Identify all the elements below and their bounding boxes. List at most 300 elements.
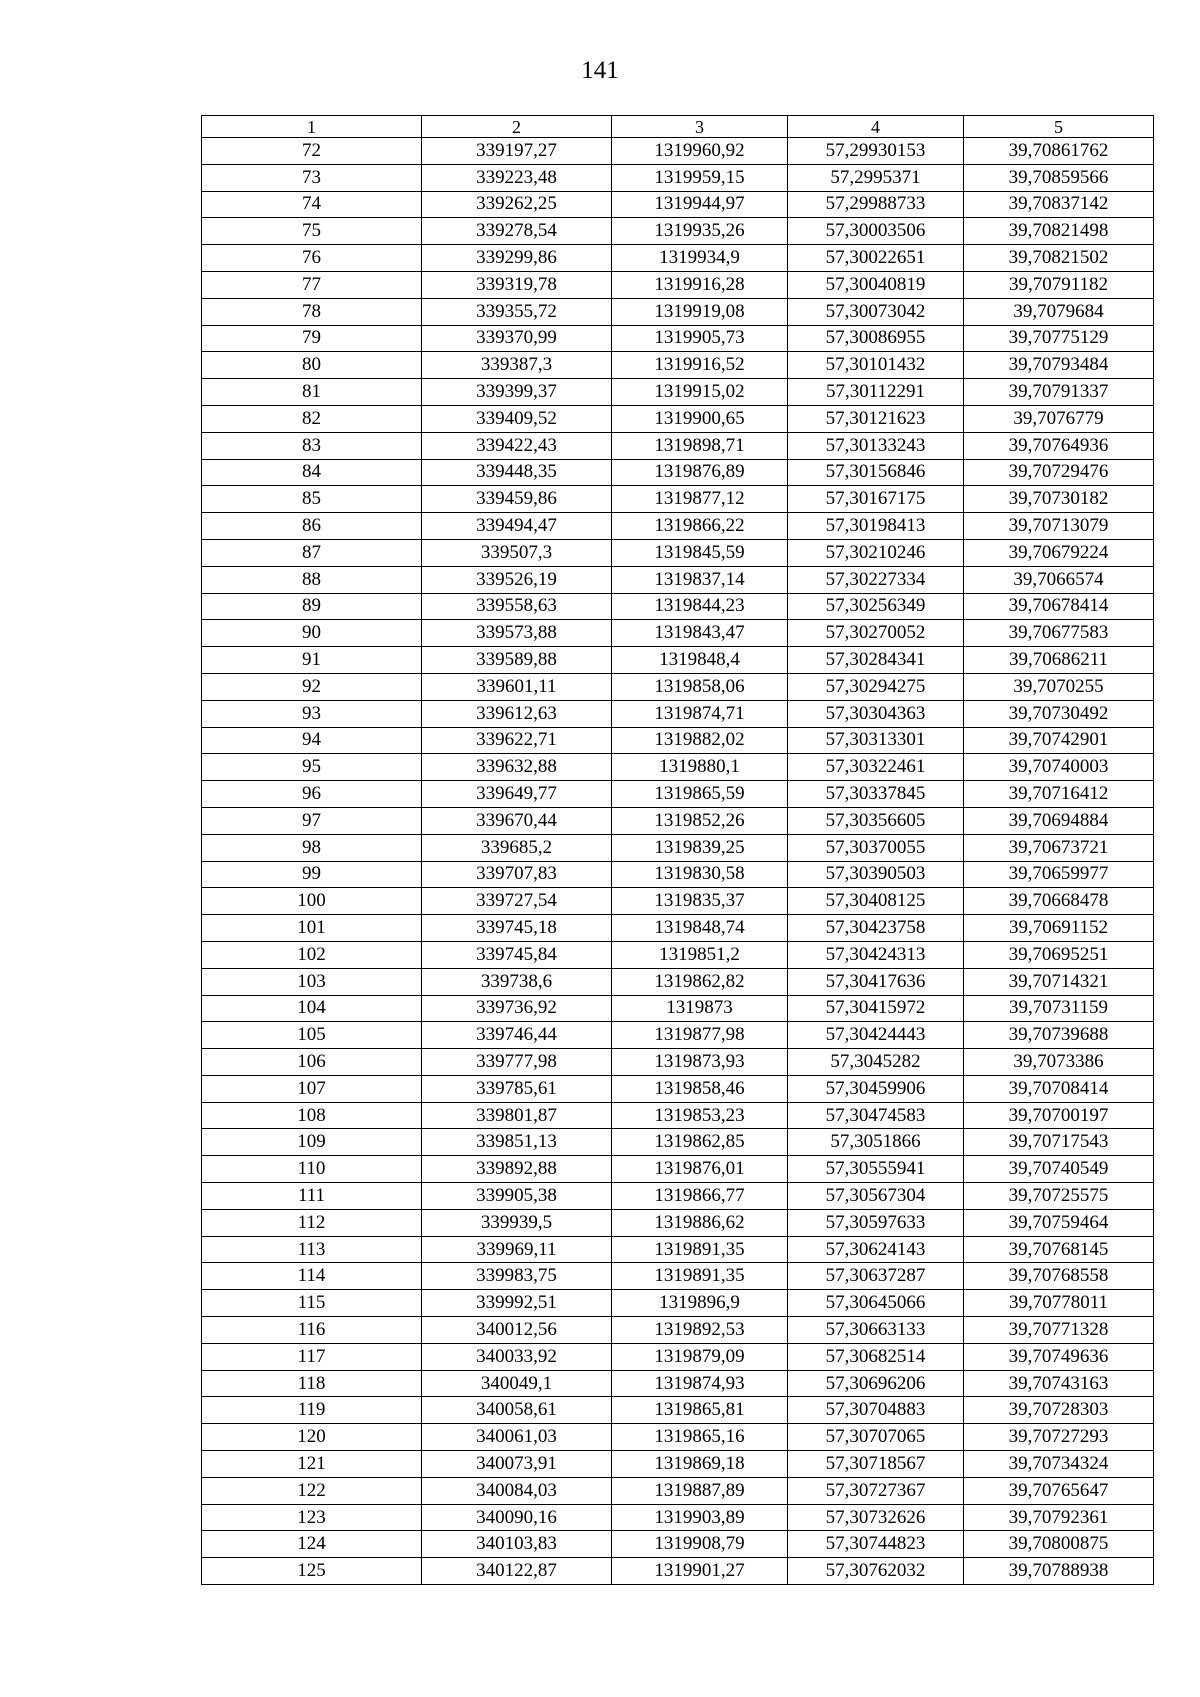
table-cell-col-2: 339983,75	[422, 1263, 612, 1290]
table-cell-col-2: 339939,5	[422, 1209, 612, 1236]
table-cell-col-5: 39,70771328	[964, 1317, 1154, 1344]
table-cell-col-1: 125	[202, 1558, 422, 1585]
table-cell-col-5: 39,70743163	[964, 1370, 1154, 1397]
table-cell-col-2: 339601,11	[422, 673, 612, 700]
table-cell-col-1: 111	[202, 1183, 422, 1210]
table-cell-col-1: 96	[202, 781, 422, 808]
table-row	[202, 566, 1154, 593]
table-cell-col-3: 1319876,01	[612, 1156, 788, 1183]
table-cell-col-3: 1319851,2	[612, 941, 788, 968]
table-cell-col-5: 39,70679224	[964, 539, 1154, 566]
table-cell-col-1: 124	[202, 1531, 422, 1558]
table-cell-col-3: 1319869,18	[612, 1451, 788, 1478]
table-cell-col-5: 39,70717543	[964, 1129, 1154, 1156]
table-cell-col-4: 57,30423758	[788, 915, 964, 942]
table-cell-col-4: 57,30567304	[788, 1183, 964, 1210]
table-cell-col-3: 1319944,97	[612, 191, 788, 218]
table-cell-col-4: 57,30040819	[788, 271, 964, 298]
table-cell-col-3: 1319886,62	[612, 1209, 788, 1236]
table-cell-col-2: 339612,63	[422, 700, 612, 727]
table-cell-col-4: 57,29988733	[788, 191, 964, 218]
table-cell-col-2: 339526,19	[422, 566, 612, 593]
table-cell-col-2: 339892,88	[422, 1156, 612, 1183]
table-cell-col-2: 339801,87	[422, 1102, 612, 1129]
table-row	[202, 1343, 1154, 1370]
table-cell-col-2: 340090,16	[422, 1504, 612, 1531]
table-row	[202, 1558, 1154, 1585]
table-cell-col-5: 39,70686211	[964, 647, 1154, 674]
table-cell-col-1: 123	[202, 1504, 422, 1531]
table-cell-col-3: 1319908,79	[612, 1531, 788, 1558]
table-row	[202, 191, 1154, 218]
table-cell-col-4: 57,30313301	[788, 727, 964, 754]
table-row	[202, 754, 1154, 781]
table-cell-col-2: 339589,88	[422, 647, 612, 674]
table-cell-col-3: 1319866,22	[612, 513, 788, 540]
table-cell-col-5: 39,70700197	[964, 1102, 1154, 1129]
table-cell-col-1: 95	[202, 754, 422, 781]
table-cell-col-3: 1319934,9	[612, 245, 788, 272]
table-cell-col-2: 339851,13	[422, 1129, 612, 1156]
table-cell-col-5: 39,70708414	[964, 1075, 1154, 1102]
table-cell-col-1: 107	[202, 1075, 422, 1102]
table-cell-col-5: 39,70691152	[964, 915, 1154, 942]
table-cell-col-4: 57,29930153	[788, 138, 964, 165]
table-cell-col-2: 340103,83	[422, 1531, 612, 1558]
table-row	[202, 325, 1154, 352]
table-row	[202, 995, 1154, 1022]
table-cell-col-4: 57,30424313	[788, 941, 964, 968]
table-cell-col-4: 57,30762032	[788, 1558, 964, 1585]
table-cell-col-3: 1319903,89	[612, 1504, 788, 1531]
table-cell-col-4: 57,30417636	[788, 968, 964, 995]
table-cell-col-3: 1319853,23	[612, 1102, 788, 1129]
table-row	[202, 1424, 1154, 1451]
table-cell-col-5: 39,70792361	[964, 1504, 1154, 1531]
table-row	[202, 1397, 1154, 1424]
table-cell-col-2: 339727,54	[422, 888, 612, 915]
table-cell-col-5: 39,70793484	[964, 352, 1154, 379]
table-cell-col-2: 339558,63	[422, 593, 612, 620]
table-cell-col-5: 39,70734324	[964, 1451, 1154, 1478]
table-row	[202, 1263, 1154, 1290]
table-row	[202, 620, 1154, 647]
table-cell-col-3: 1319882,02	[612, 727, 788, 754]
table-cell-col-1: 87	[202, 539, 422, 566]
table-cell-col-4: 57,30637287	[788, 1263, 964, 1290]
table-cell-col-1: 121	[202, 1451, 422, 1478]
table-cell-col-4: 57,30696206	[788, 1370, 964, 1397]
table-cell-col-2: 339992,51	[422, 1290, 612, 1317]
table-cell-col-2: 339387,3	[422, 352, 612, 379]
table-cell-col-3: 1319935,26	[612, 218, 788, 245]
table-cell-col-5: 39,70768145	[964, 1236, 1154, 1263]
table-cell-col-4: 57,30424443	[788, 1022, 964, 1049]
table-cell-col-2: 340012,56	[422, 1317, 612, 1344]
table-row	[202, 727, 1154, 754]
table-cell-col-4: 57,30210246	[788, 539, 964, 566]
table-cell-col-5: 39,70764936	[964, 432, 1154, 459]
table-cell-col-4: 57,30370055	[788, 834, 964, 861]
table-row	[202, 164, 1154, 191]
table-cell-col-3: 1319845,59	[612, 539, 788, 566]
table-row	[202, 405, 1154, 432]
table-row	[202, 1504, 1154, 1531]
table-cell-col-1: 120	[202, 1424, 422, 1451]
table-cell-col-3: 1319844,23	[612, 593, 788, 620]
table-cell-col-4: 57,30112291	[788, 379, 964, 406]
table-row	[202, 700, 1154, 727]
table-cell-col-4: 57,30727367	[788, 1477, 964, 1504]
table-cell-col-4: 57,30645066	[788, 1290, 964, 1317]
table-row	[202, 459, 1154, 486]
table-cell-col-5: 39,70713079	[964, 513, 1154, 540]
table-cell-col-1: 85	[202, 486, 422, 513]
table-cell-col-1: 93	[202, 700, 422, 727]
table-cell-col-3: 1319898,71	[612, 432, 788, 459]
table-cell-col-4: 57,30356605	[788, 807, 964, 834]
table-row	[202, 1183, 1154, 1210]
column-header-5: 5	[964, 116, 1154, 138]
table-cell-col-5: 39,70725575	[964, 1183, 1154, 1210]
table-cell-col-1: 76	[202, 245, 422, 272]
table-cell-col-5: 39,70775129	[964, 325, 1154, 352]
table-cell-col-2: 339777,98	[422, 1049, 612, 1076]
table-row	[202, 1022, 1154, 1049]
table-cell-col-1: 98	[202, 834, 422, 861]
table-cell-col-1: 79	[202, 325, 422, 352]
table-cell-col-3: 1319858,06	[612, 673, 788, 700]
table-row	[202, 432, 1154, 459]
column-header-4: 4	[788, 116, 964, 138]
table-cell-col-4: 57,30156846	[788, 459, 964, 486]
table-cell-col-2: 340058,61	[422, 1397, 612, 1424]
table-row	[202, 352, 1154, 379]
table-cell-col-2: 339670,44	[422, 807, 612, 834]
table-cell-col-4: 57,30322461	[788, 754, 964, 781]
table-cell-col-1: 108	[202, 1102, 422, 1129]
table-row	[202, 941, 1154, 968]
table-cell-col-4: 57,30073042	[788, 298, 964, 325]
table-cell-col-1: 97	[202, 807, 422, 834]
table-cell-col-3: 1319848,4	[612, 647, 788, 674]
table-row	[202, 593, 1154, 620]
table-cell-col-5: 39,70729476	[964, 459, 1154, 486]
table-cell-col-3: 1319865,59	[612, 781, 788, 808]
table-cell-col-4: 57,30198413	[788, 513, 964, 540]
table-cell-col-5: 39,70791182	[964, 271, 1154, 298]
table-cell-col-5: 39,70742901	[964, 727, 1154, 754]
table-cell-col-4: 57,3045282	[788, 1049, 964, 1076]
table-row	[202, 781, 1154, 808]
table-row	[202, 1451, 1154, 1478]
table-cell-col-5: 39,70740549	[964, 1156, 1154, 1183]
table-cell-col-2: 340084,03	[422, 1477, 612, 1504]
table-cell-col-2: 339573,88	[422, 620, 612, 647]
table-cell-col-3: 1319919,08	[612, 298, 788, 325]
table-cell-col-3: 1319830,58	[612, 861, 788, 888]
table-cell-col-4: 57,30133243	[788, 432, 964, 459]
table-cell-col-5: 39,70739688	[964, 1022, 1154, 1049]
table-row	[202, 968, 1154, 995]
table-cell-col-3: 1319874,71	[612, 700, 788, 727]
table-cell-col-5: 39,70837142	[964, 191, 1154, 218]
table-cell-col-2: 339745,18	[422, 915, 612, 942]
table-cell-col-2: 339223,48	[422, 164, 612, 191]
table-cell-col-4: 57,30415972	[788, 995, 964, 1022]
table-cell-col-4: 57,30707065	[788, 1424, 964, 1451]
header-row	[202, 116, 1154, 138]
table-cell-col-1: 122	[202, 1477, 422, 1504]
table-cell-col-2: 339262,25	[422, 191, 612, 218]
table-cell-col-1: 74	[202, 191, 422, 218]
table-cell-col-4: 57,3051866	[788, 1129, 964, 1156]
table-cell-col-2: 339685,2	[422, 834, 612, 861]
table-row	[202, 1209, 1154, 1236]
column-header-2: 2	[422, 116, 612, 138]
table-cell-col-1: 88	[202, 566, 422, 593]
table-body	[202, 138, 1154, 1585]
table-cell-col-4: 57,30732626	[788, 1504, 964, 1531]
table-row	[202, 486, 1154, 513]
table-cell-col-1: 114	[202, 1263, 422, 1290]
table-cell-col-3: 1319865,81	[612, 1397, 788, 1424]
table-cell-col-1: 77	[202, 271, 422, 298]
table-cell-col-2: 339736,92	[422, 995, 612, 1022]
table-cell-col-5: 39,70694884	[964, 807, 1154, 834]
table-cell-col-3: 1319916,28	[612, 271, 788, 298]
table-cell-col-3: 1319905,73	[612, 325, 788, 352]
table-cell-col-4: 57,30597633	[788, 1209, 964, 1236]
table-row	[202, 647, 1154, 674]
table-cell-col-5: 39,70677583	[964, 620, 1154, 647]
coordinates-table	[201, 115, 1154, 1585]
table-cell-col-3: 1319865,16	[612, 1424, 788, 1451]
table-cell-col-2: 339422,43	[422, 432, 612, 459]
table-row	[202, 673, 1154, 700]
table-cell-col-5: 39,70791337	[964, 379, 1154, 406]
table-cell-col-1: 92	[202, 673, 422, 700]
table-cell-col-5: 39,70668478	[964, 888, 1154, 915]
table-row	[202, 245, 1154, 272]
table-cell-col-4: 57,30408125	[788, 888, 964, 915]
column-header-3: 3	[612, 116, 788, 138]
table-cell-col-2: 339299,86	[422, 245, 612, 272]
table-row	[202, 1317, 1154, 1344]
table-cell-col-3: 1319901,27	[612, 1558, 788, 1585]
table-cell-col-5: 39,70728303	[964, 1397, 1154, 1424]
table-cell-col-2: 339622,71	[422, 727, 612, 754]
table-cell-col-1: 90	[202, 620, 422, 647]
table-cell-col-3: 1319835,37	[612, 888, 788, 915]
table-cell-col-4: 57,30101432	[788, 352, 964, 379]
table-cell-col-1: 115	[202, 1290, 422, 1317]
table-cell-col-5: 39,7073386	[964, 1049, 1154, 1076]
table-cell-col-4: 57,30167175	[788, 486, 964, 513]
table-cell-col-1: 105	[202, 1022, 422, 1049]
table-cell-col-4: 57,30086955	[788, 325, 964, 352]
table-cell-col-3: 1319862,85	[612, 1129, 788, 1156]
table-row	[202, 1156, 1154, 1183]
table-cell-col-4: 57,30022651	[788, 245, 964, 272]
table-row	[202, 271, 1154, 298]
table-cell-col-2: 339355,72	[422, 298, 612, 325]
table-cell-col-5: 39,70821498	[964, 218, 1154, 245]
table-row	[202, 379, 1154, 406]
table-cell-col-1: 94	[202, 727, 422, 754]
table-cell-col-1: 82	[202, 405, 422, 432]
table-row	[202, 1236, 1154, 1263]
table-cell-col-5: 39,70821502	[964, 245, 1154, 272]
table-cell-col-3: 1319892,53	[612, 1317, 788, 1344]
table-cell-col-1: 101	[202, 915, 422, 942]
table-cell-col-5: 39,70765647	[964, 1477, 1154, 1504]
table-cell-col-3: 1319877,98	[612, 1022, 788, 1049]
table-row	[202, 1129, 1154, 1156]
table-cell-col-4: 57,30663133	[788, 1317, 964, 1344]
table-cell-col-3: 1319874,93	[612, 1370, 788, 1397]
table-cell-col-4: 57,30459906	[788, 1075, 964, 1102]
table-cell-col-4: 57,2995371	[788, 164, 964, 191]
table-cell-col-1: 102	[202, 941, 422, 968]
table-cell-col-5: 39,70659977	[964, 861, 1154, 888]
table-cell-col-2: 339738,6	[422, 968, 612, 995]
table-cell-col-1: 113	[202, 1236, 422, 1263]
table-cell-col-5: 39,70716412	[964, 781, 1154, 808]
table-cell-col-1: 117	[202, 1343, 422, 1370]
table-cell-col-3: 1319879,09	[612, 1343, 788, 1370]
table-cell-col-3: 1319839,25	[612, 834, 788, 861]
table-row	[202, 1370, 1154, 1397]
column-header-1: 1	[202, 116, 422, 138]
table-row	[202, 1102, 1154, 1129]
table-cell-col-4: 57,30003506	[788, 218, 964, 245]
table-cell-col-4: 57,30744823	[788, 1531, 964, 1558]
table-cell-col-2: 340033,92	[422, 1343, 612, 1370]
table-row	[202, 1075, 1154, 1102]
table-cell-col-3: 1319960,92	[612, 138, 788, 165]
table-cell-col-1: 81	[202, 379, 422, 406]
table-cell-col-1: 104	[202, 995, 422, 1022]
table-cell-col-5: 39,70749636	[964, 1343, 1154, 1370]
table-cell-col-5: 39,70861762	[964, 138, 1154, 165]
table-cell-col-2: 339745,84	[422, 941, 612, 968]
table-cell-col-2: 339905,38	[422, 1183, 612, 1210]
table-cell-col-5: 39,70695251	[964, 941, 1154, 968]
table-cell-col-3: 1319891,35	[612, 1263, 788, 1290]
table-row	[202, 861, 1154, 888]
table-row	[202, 539, 1154, 566]
table-cell-col-3: 1319900,65	[612, 405, 788, 432]
table-cell-col-2: 339278,54	[422, 218, 612, 245]
table-cell-col-2: 339448,35	[422, 459, 612, 486]
table-cell-col-4: 57,30704883	[788, 1397, 964, 1424]
table-cell-col-5: 39,70859566	[964, 164, 1154, 191]
table-cell-col-3: 1319873,93	[612, 1049, 788, 1076]
table-cell-col-4: 57,30624143	[788, 1236, 964, 1263]
table-cell-col-4: 57,30256349	[788, 593, 964, 620]
table-cell-col-3: 1319843,47	[612, 620, 788, 647]
table-cell-col-2: 339409,52	[422, 405, 612, 432]
table-cell-col-2: 339319,78	[422, 271, 612, 298]
table-cell-col-4: 57,30227334	[788, 566, 964, 593]
table-cell-col-4: 57,30294275	[788, 673, 964, 700]
table-cell-col-1: 91	[202, 647, 422, 674]
table-cell-col-1: 86	[202, 513, 422, 540]
table-cell-col-4: 57,30390503	[788, 861, 964, 888]
table-cell-col-4: 57,30718567	[788, 1451, 964, 1478]
table-cell-col-4: 57,30474583	[788, 1102, 964, 1129]
table-cell-col-5: 39,70730492	[964, 700, 1154, 727]
table-row	[202, 1290, 1154, 1317]
table-cell-col-3: 1319877,12	[612, 486, 788, 513]
table-cell-col-5: 39,7076779	[964, 405, 1154, 432]
table-row	[202, 298, 1154, 325]
table-cell-col-2: 339507,3	[422, 539, 612, 566]
table-row	[202, 915, 1154, 942]
table-row	[202, 888, 1154, 915]
table-cell-col-2: 339197,27	[422, 138, 612, 165]
table-cell-col-1: 72	[202, 138, 422, 165]
table-cell-col-5: 39,70778011	[964, 1290, 1154, 1317]
table-row	[202, 218, 1154, 245]
table-cell-col-2: 339399,37	[422, 379, 612, 406]
table-row	[202, 1477, 1154, 1504]
table-cell-col-3: 1319916,52	[612, 352, 788, 379]
table-cell-col-3: 1319852,26	[612, 807, 788, 834]
table-cell-col-5: 39,70730182	[964, 486, 1154, 513]
table-cell-col-3: 1319896,9	[612, 1290, 788, 1317]
table-cell-col-2: 339785,61	[422, 1075, 612, 1102]
table-cell-col-2: 339707,83	[422, 861, 612, 888]
table-cell-col-3: 1319887,89	[612, 1477, 788, 1504]
table-cell-col-3: 1319876,89	[612, 459, 788, 486]
table-cell-col-1: 84	[202, 459, 422, 486]
table-cell-col-1: 99	[202, 861, 422, 888]
table-cell-col-1: 109	[202, 1129, 422, 1156]
table-cell-col-1: 103	[202, 968, 422, 995]
table-cell-col-2: 339632,88	[422, 754, 612, 781]
table-row	[202, 807, 1154, 834]
table-cell-col-5: 39,70768558	[964, 1263, 1154, 1290]
table-cell-col-1: 116	[202, 1317, 422, 1344]
table-cell-col-4: 57,30121623	[788, 405, 964, 432]
table-row	[202, 513, 1154, 540]
table-cell-col-3: 1319915,02	[612, 379, 788, 406]
table-row	[202, 138, 1154, 165]
table-cell-col-2: 339649,77	[422, 781, 612, 808]
table-cell-col-4: 57,30337845	[788, 781, 964, 808]
table-cell-col-1: 78	[202, 298, 422, 325]
table-cell-col-5: 39,70788938	[964, 1558, 1154, 1585]
table-cell-col-1: 80	[202, 352, 422, 379]
table-cell-col-2: 339969,11	[422, 1236, 612, 1263]
table-cell-col-3: 1319959,15	[612, 164, 788, 191]
table-cell-col-3: 1319891,35	[612, 1236, 788, 1263]
table-cell-col-5: 39,70678414	[964, 593, 1154, 620]
table-cell-col-2: 340122,87	[422, 1558, 612, 1585]
table-cell-col-2: 340073,91	[422, 1451, 612, 1478]
table-cell-col-2: 340049,1	[422, 1370, 612, 1397]
table-cell-col-5: 39,70731159	[964, 995, 1154, 1022]
table-cell-col-1: 106	[202, 1049, 422, 1076]
table-cell-col-2: 339746,44	[422, 1022, 612, 1049]
table-header	[202, 116, 1154, 138]
table-cell-col-5: 39,70727293	[964, 1424, 1154, 1451]
table-cell-col-3: 1319862,82	[612, 968, 788, 995]
table-cell-col-2: 339494,47	[422, 513, 612, 540]
table-cell-col-2: 339459,86	[422, 486, 612, 513]
